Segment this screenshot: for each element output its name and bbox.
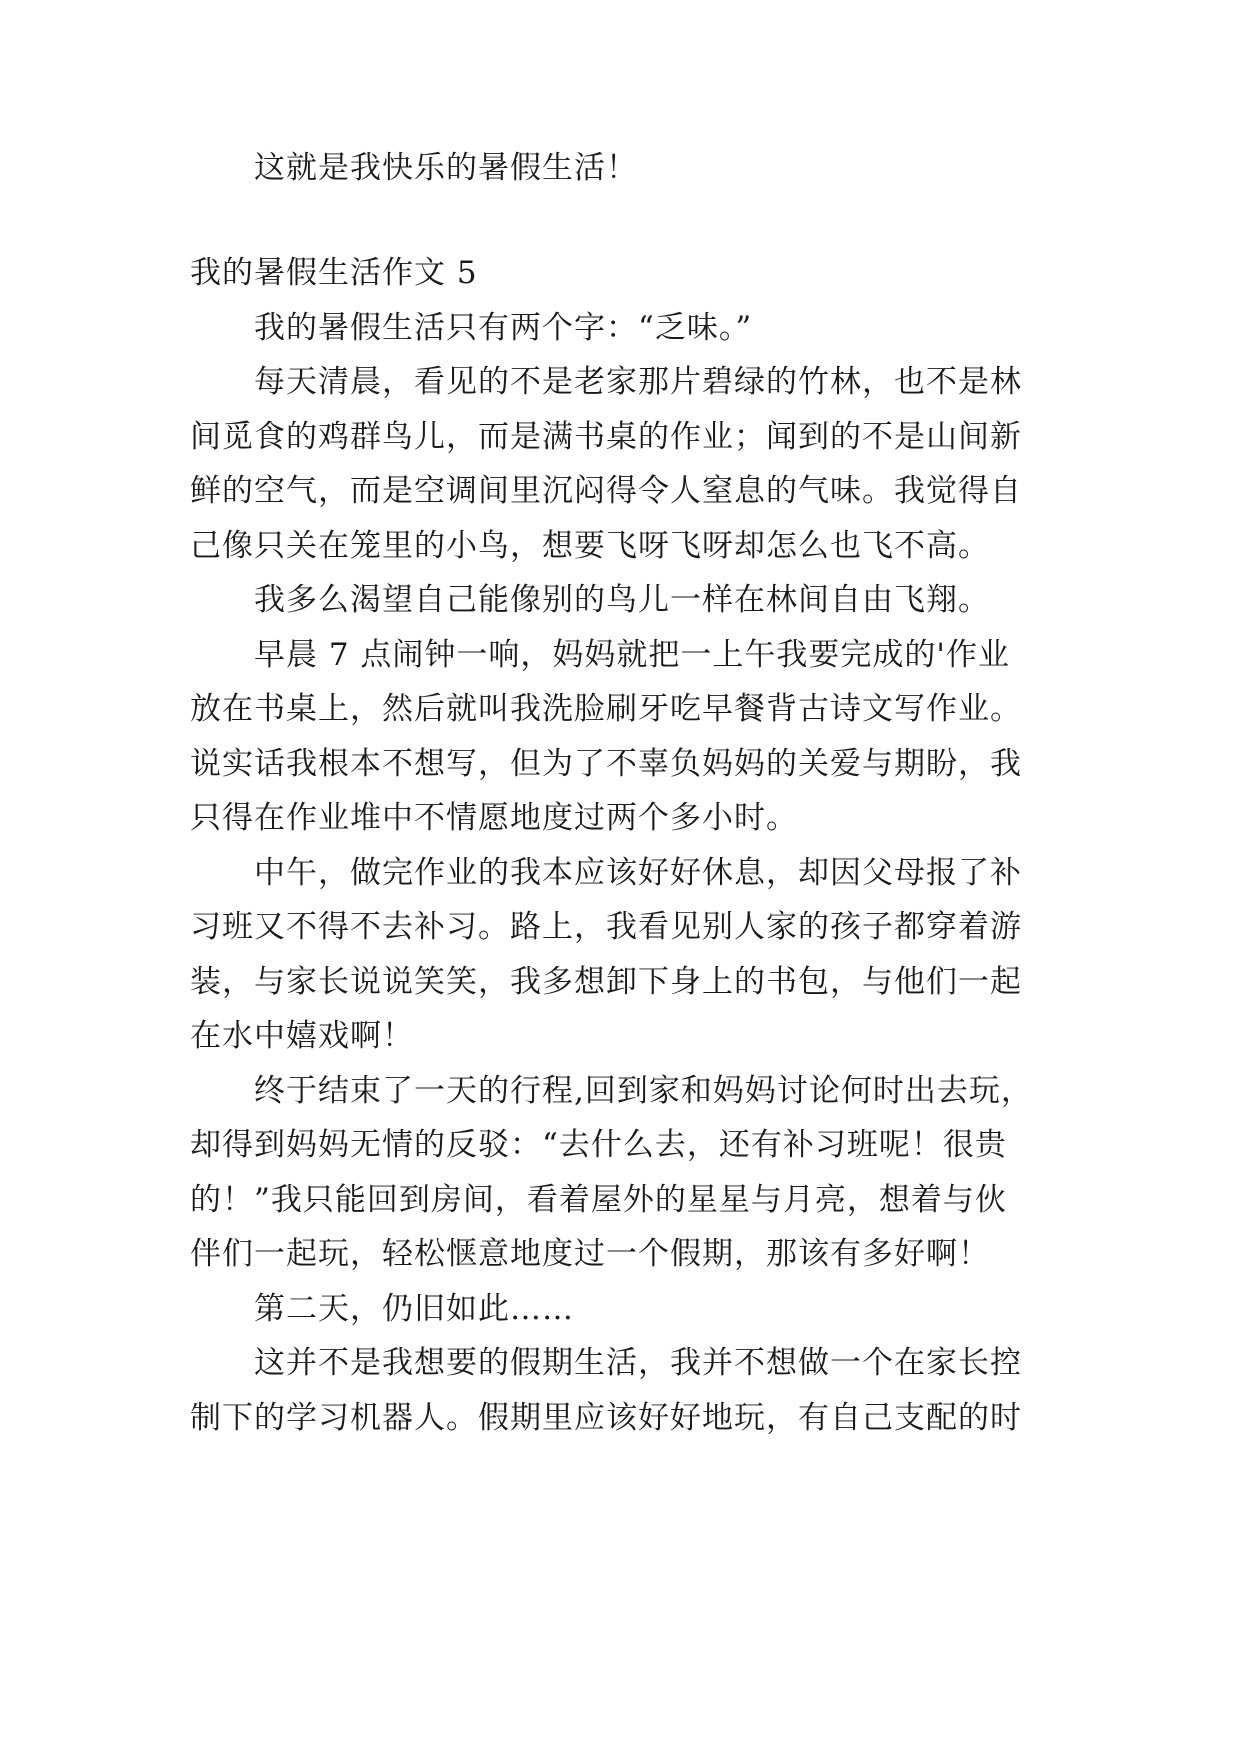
paragraph-line: 间觅食的鸡群鸟儿，而是满书桌的作业；闻到的不是山间新 [190,419,1022,455]
paragraph-line: 的！”我只能回到房间，看着屋外的星星与月亮，想着与伙 [190,1182,1007,1218]
paragraph-line: 终于结束了一天的行程,回到家和妈妈讨论何时出去玩， [254,1073,1033,1109]
paragraph-line: 放在书桌上，然后就叫我洗脸刷牙吃早餐背古诗文写作业。 [190,691,1022,727]
paragraph-line: 习班又不得不去补习。路上，我看见别人家的孩子都穿着游 [190,909,1022,945]
paragraph-line: 己像只关在笼里的小鸟，想要飞呀飞呀却怎么也飞不高。 [190,528,990,564]
paragraph-line: 只得在作业堆中不情愿地度过两个多小时。 [190,800,798,836]
paragraph-line: 装，与家长说说笑笑，我多想卸下身上的书包，与他们一起 [190,964,1022,1000]
paragraph-line: 制下的学习机器人。假期里应该好好地玩，有自己支配的时 [190,1400,1022,1436]
paragraph-line: 第二天，仍旧如此…… [254,1291,574,1327]
paragraph-line: 却得到妈妈无情的反驳：“去什么去，还有补习班呢！很贵 [190,1127,1007,1163]
paragraph-line: 说实话我根本不想写，但为了不辜负妈妈的关爱与期盼，我 [190,746,1022,782]
paragraph-line: 我多么渴望自己能像别的鸟儿一样在林间自由飞翔。 [254,582,990,618]
essay-heading: 我的暑假生活作文 5 [190,255,478,291]
paragraph-line: 在水中嬉戏啊！ [190,1018,414,1054]
paragraph-line: 鲜的空气，而是空调间里沉闷得令人窒息的气味。我觉得自 [190,473,1022,509]
paragraph-line: 伴们一起玩，轻松惬意地度过一个假期，那该有多好啊！ [190,1236,990,1272]
paragraph-line: 早晨 7 点闹钟一响，妈妈就把一上午我要完成的'作业 [254,637,1010,673]
paragraph-line: 中午，做完作业的我本应该好好休息，却因父母报了补 [254,855,1022,891]
paragraph-line: 这并不是我想要的假期生活，我并不想做一个在家长控 [254,1345,1022,1381]
paragraph-line: 每天清晨，看见的不是老家那片碧绿的竹林，也不是林 [254,364,1022,400]
paragraph-line: 我的暑假生活只有两个字：“乏味。” [254,310,753,346]
closing-line: 这就是我快乐的暑假生活！ [254,150,638,186]
